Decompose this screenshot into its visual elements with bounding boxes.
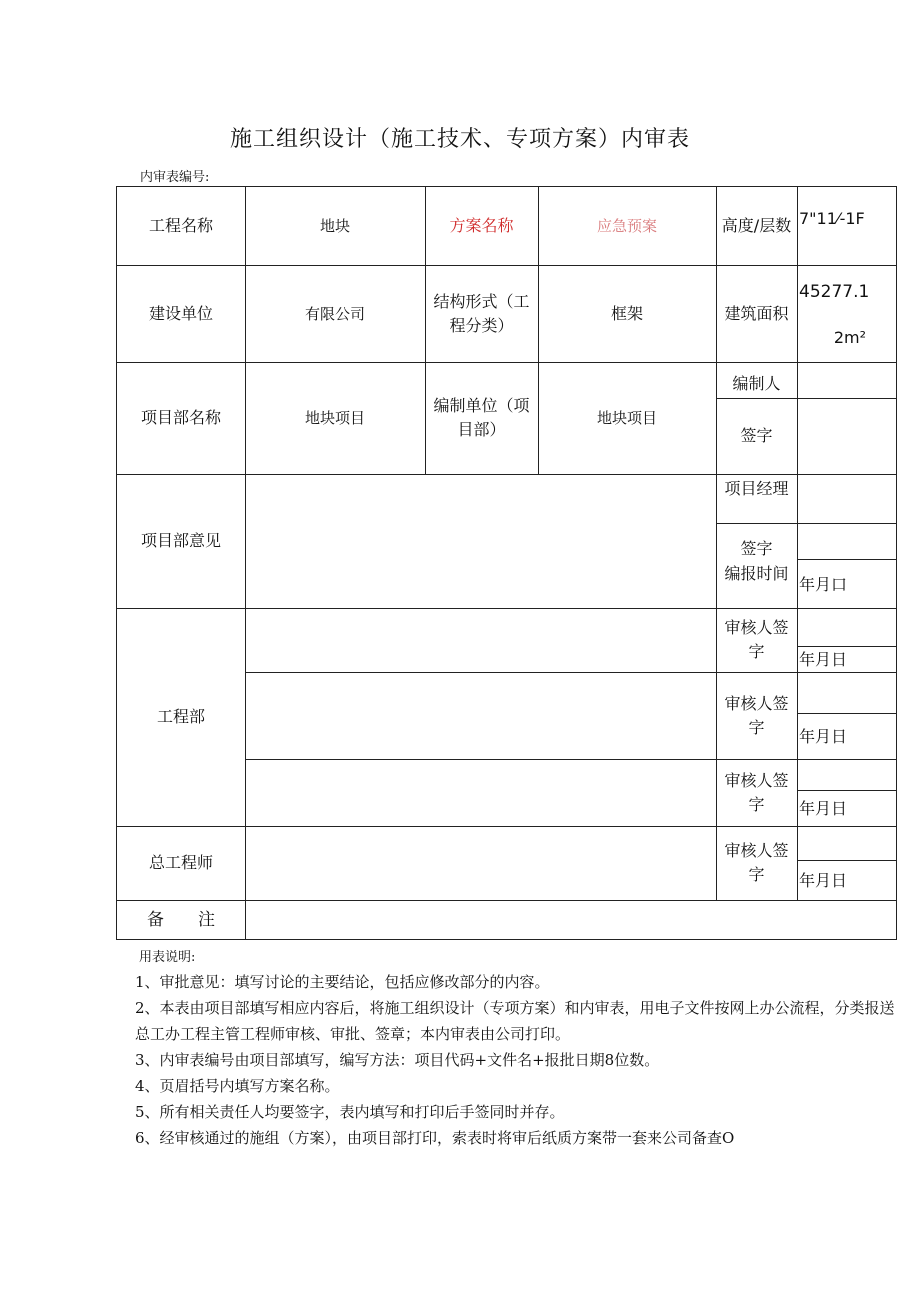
- plan-name-value: 应急预案: [596, 217, 657, 235]
- reviewer-sign-label: 审核人签字: [724, 618, 789, 661]
- reviewer-sign-label: 审核人签字: [724, 770, 789, 814]
- review-date-value: 年月日: [799, 726, 848, 746]
- cell-divider: [717, 523, 896, 524]
- reviewer-sign-label: 审核人签字: [724, 693, 789, 737]
- notes-heading: 用表说明:: [139, 950, 196, 965]
- building-area-label: 建筑面积: [724, 303, 789, 323]
- plan-name-label: 方案名称: [449, 216, 514, 235]
- dept-name-label: 项目部名称: [140, 408, 221, 427]
- note-item: 1、审批意见：填写讨论的主要结论，包括应修改部分的内容。: [135, 973, 550, 991]
- reviewer-sign-label: 审核人签字: [724, 841, 789, 884]
- structure-value: 框架: [610, 303, 643, 323]
- project-name-value: 地块: [319, 217, 350, 235]
- report-time-value: 年月口: [799, 575, 848, 594]
- compile-unit-value: 地块项目: [596, 409, 657, 427]
- review-form-table: [116, 186, 897, 940]
- cell-divider: [797, 559, 896, 560]
- building-area-value-line1: 45277.1: [799, 282, 870, 302]
- remark-label: 备 注: [147, 909, 215, 930]
- chief-review-date-value: 年月日: [799, 870, 848, 890]
- chief-engineer-label: 总工程师: [148, 853, 213, 872]
- project-manager-label: 项目经理: [724, 479, 789, 498]
- building-area-value-line2: 2m²: [833, 328, 866, 347]
- note-item: 3、内审表编号由项目部填写，编写方法：项目代码+文件名+报批日期8位数。: [135, 1051, 660, 1069]
- dept-opinion-label: 项目部意见: [140, 531, 221, 550]
- note-item: 6、经审核通过的施组（方案），由项目部打印，索表时将审后纸质方案带一套来公司备查O: [135, 1129, 735, 1147]
- engineering-dept-label: 工程部: [156, 707, 205, 726]
- cell-divider: [245, 759, 896, 760]
- form-code-label: 内审表编号:: [140, 170, 210, 185]
- height-floors-label: 高度/层数: [721, 216, 792, 235]
- builder-label: 建设单位: [148, 303, 213, 323]
- report-time-label: 编报时间: [724, 564, 789, 583]
- compiler-sign-label: 签字: [740, 426, 773, 445]
- review-date-value: 年月日: [799, 798, 848, 818]
- dept-name-value: 地块项目: [304, 409, 365, 427]
- builder-value: 有限公司: [304, 304, 365, 323]
- height-floors-value: 7"11⁄-1F: [799, 209, 865, 228]
- project-name-label: 工程名称: [148, 216, 213, 235]
- note-item: 5、所有相关责任人均要签字，表内填写和打印后手签同时并存。: [135, 1103, 565, 1121]
- page-title: 施工组织设计（施工技术、专项方案）内审表: [229, 127, 690, 152]
- cell-divider: [245, 672, 896, 673]
- usage-notes: [135, 946, 895, 1151]
- compiler-label: 编制人: [732, 374, 781, 393]
- note-item: 4、页眉括号内填写方案名称。: [135, 1077, 340, 1095]
- pm-sign-label: 签字: [740, 539, 773, 558]
- note-item: 2、本表由项目部填写相应内容后，将施工组织设计（专项方案）和内审表，用电子文件按网上办公流程，分类报送总工办工程主管工程师审核、审批、签章；本内审表由公司打印。: [135, 999, 895, 1043]
- review-date-value: 年月日: [799, 649, 848, 669]
- compile-unit-label: 编制单位（项目部）: [433, 396, 530, 439]
- structure-label: 结构形式（工程分类）: [433, 291, 530, 335]
